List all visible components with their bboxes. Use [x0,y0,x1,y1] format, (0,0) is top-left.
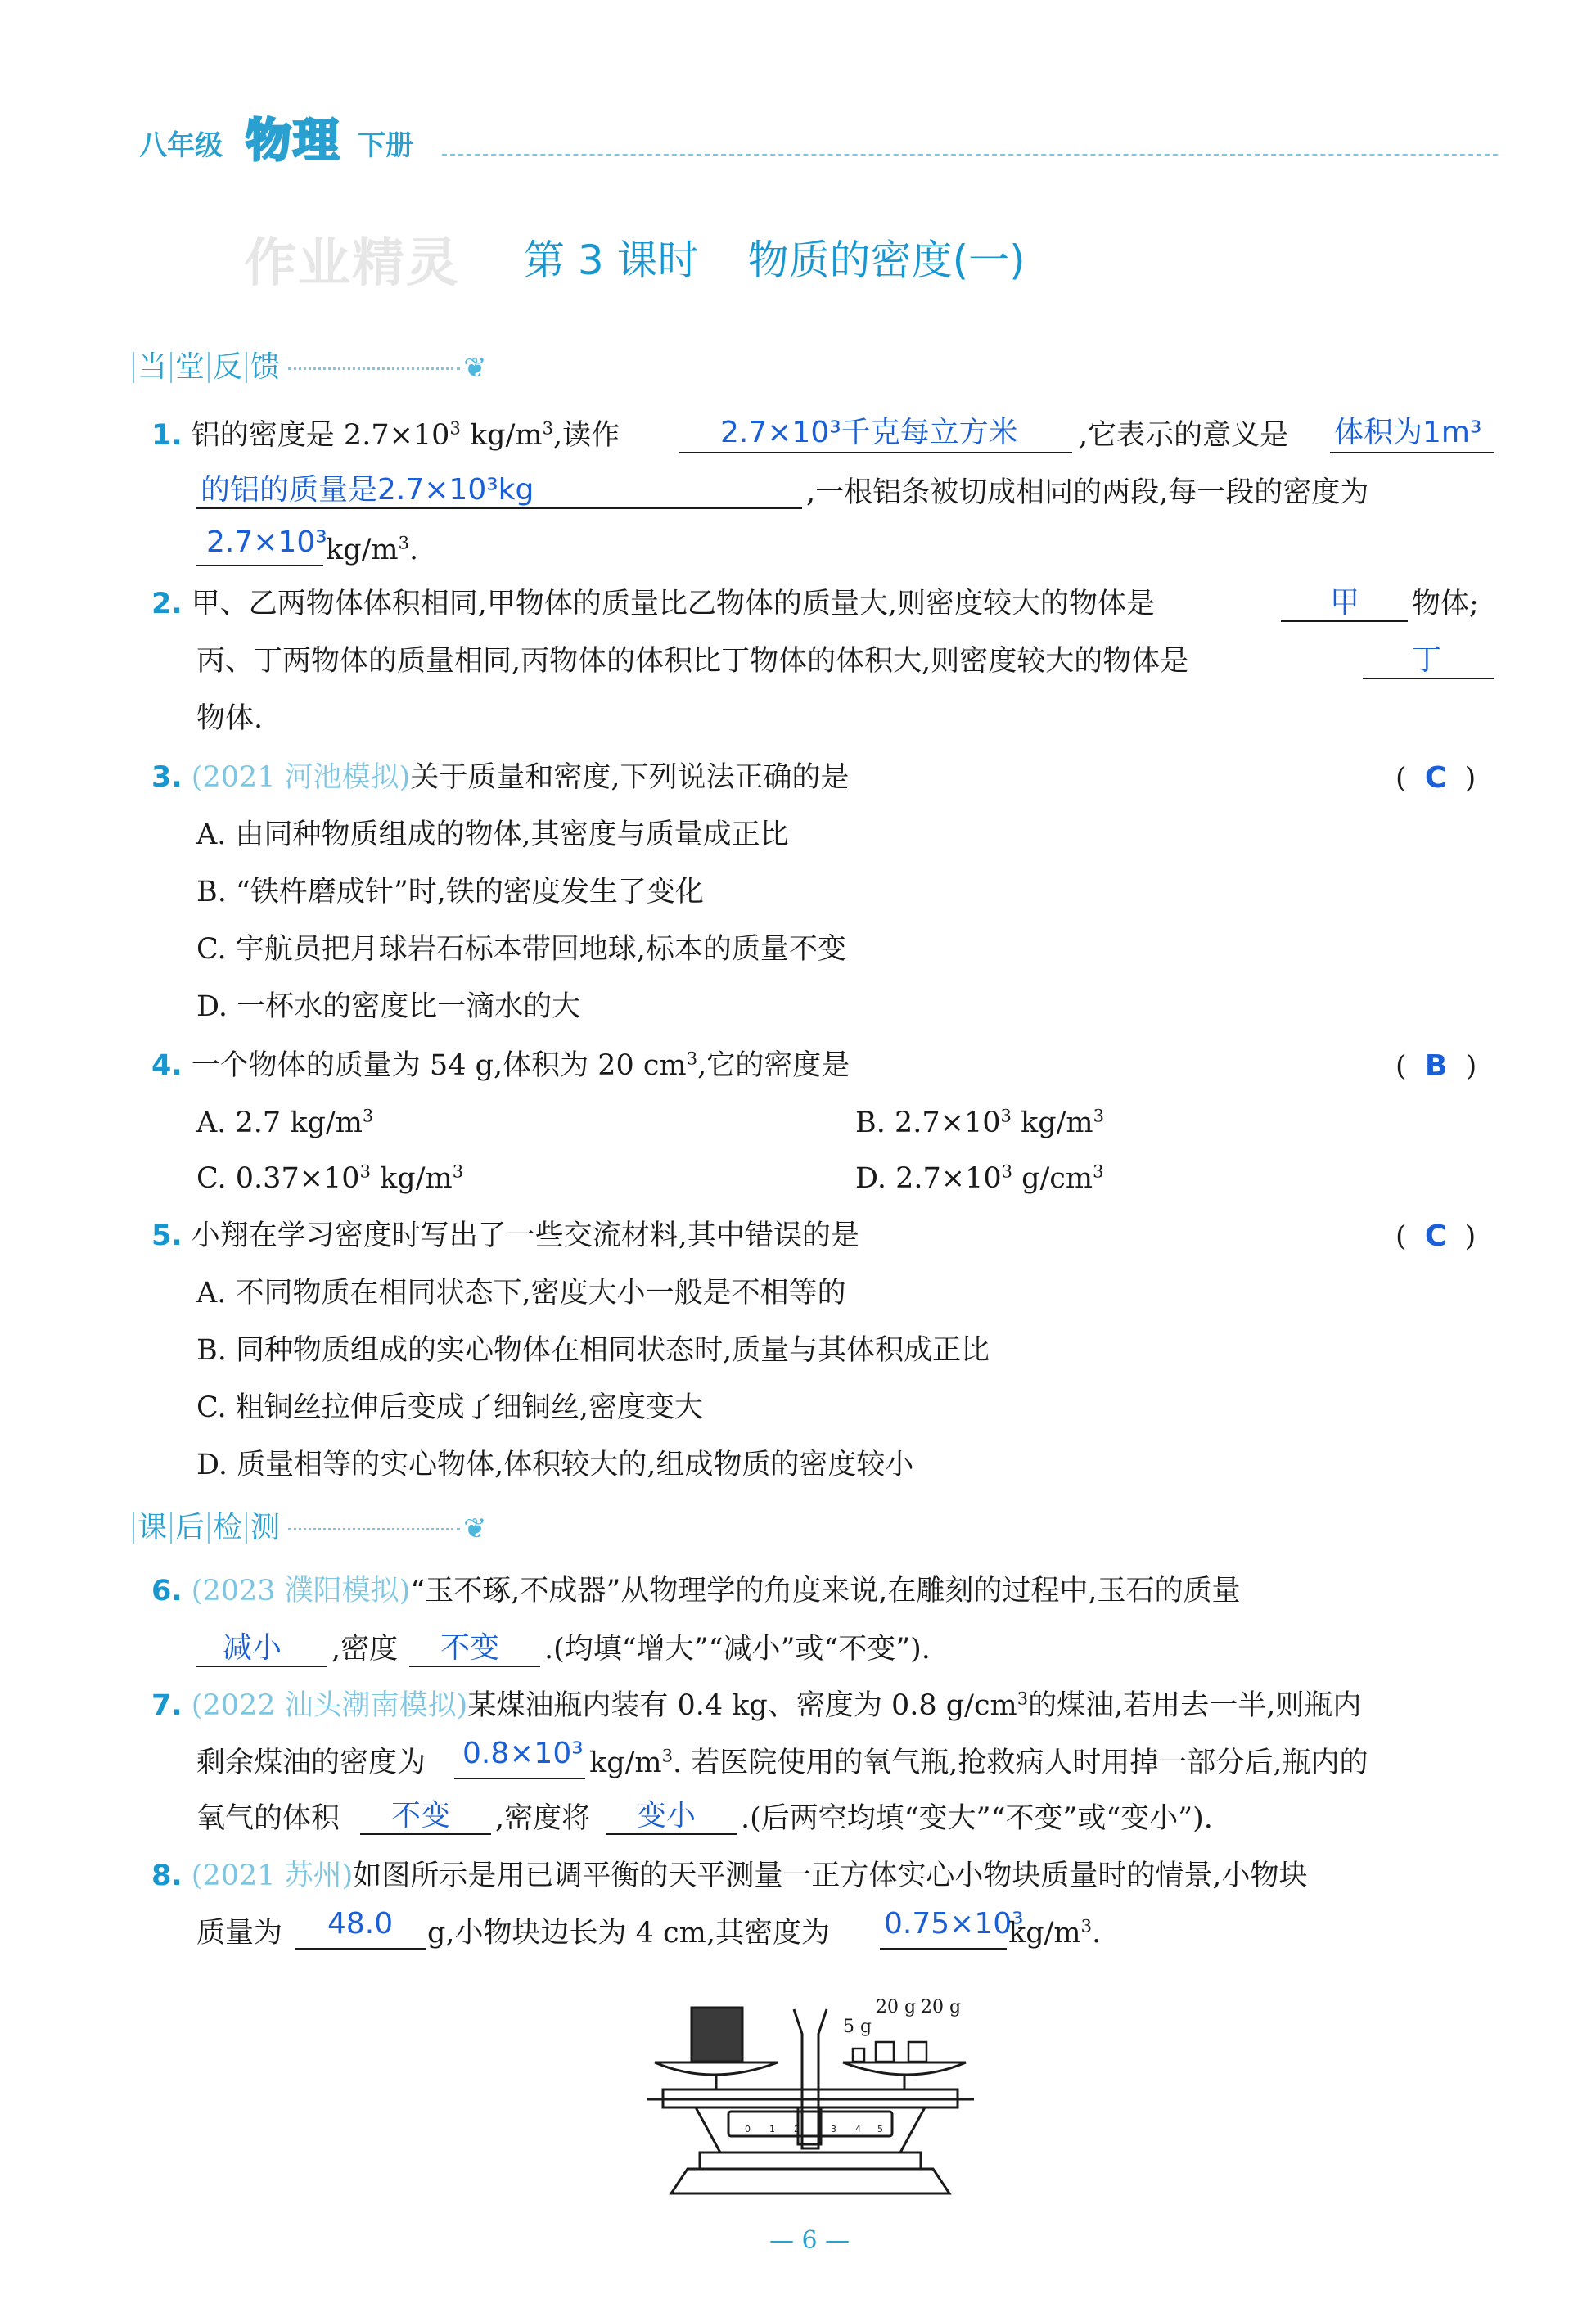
q1-answer-2b: 的铝的质量是2.7×10³kg [201,473,534,507]
lesson-title [524,228,1026,286]
q1-line-1-end: ,它表示的意义是 [1079,419,1289,452]
q8-line-2-start: 质量为 [196,1917,283,1950]
q2-answer-1: 甲 [1330,586,1360,620]
q8-answer-1: 48.0 [327,1907,394,1941]
balance-stand [700,2152,921,2169]
left-pan [655,2062,778,2075]
q1-line-2: ,一根铝条被切成相同的两段,每一段的密度为 [806,476,1369,509]
q7-answer-3: 变小 [637,1799,697,1832]
q1-line-3: $kg/m^3$. [326,533,419,566]
header-volume: 下册 [358,129,413,162]
question-2-line-1: 2. 甲、乙两物体体积相同,甲物体的质量比乙物体的质量大,则密度较大的物体是 [151,588,1156,620]
q7-blank-3 [606,1833,737,1835]
q1-blank-2b [196,507,802,509]
balance-scale-figure [638,1985,982,2206]
question-5-stem: 5. 小翔在学习密度时写出了一些交流材料,其中错误的是 [151,1219,859,1252]
q7-line-2-end: $kg/m^3$. 若医院使用的氧气瓶,抢救病人时用掉一部分后,瓶内的 [589,1746,1368,1779]
weight-20g-1 [876,2042,894,2062]
q2-line-3: 物体. [196,702,264,735]
q7-line-3-mid: ,密度将 [495,1802,591,1835]
weight-20g-2 [908,2042,926,2062]
q6-end: .(均填“增大”“减小”或“不变”). [544,1633,931,1666]
q7-answer-2: 不变 [391,1799,451,1832]
header-grade: 八年级 [139,129,223,162]
q5-answer: C [1424,1219,1447,1253]
q8-line-2-mid: g,小物块边长为 4 cm,其密度为 [427,1917,830,1950]
q3-option-a: A. 由同种物质组成的物体,其密度与质量成正比 [196,818,789,851]
q7-line-3-start: 氧气的体积 [196,1802,340,1835]
weight-label-20g-1: 20 g [876,1997,917,2017]
q8-blank-1 [295,1948,426,1950]
q6-blank-1 [196,1666,327,1667]
question-1-line-1: 1. 铝的密度是 $2.7\times 10^3$ $kg/m^3$,读作 [151,418,620,452]
q6-mid: ,密度 [331,1633,399,1666]
header-subject: 物理 [246,115,340,168]
q7-line-3-end: .(后两空均填“变大”“不变”或“变小”). [741,1802,1213,1835]
question-8-line-1: 8. (2021 苏州)如图所示是用已调平衡的天平测量一正方体实心小物块质量时的情景,小物块 [151,1859,1308,1892]
q5-answer-bracket: ( C ) [1395,1219,1477,1253]
leaf-icon: ❦ [463,352,487,385]
q7-line-2-start: 剩余煤油的密度为 [196,1747,426,1779]
scale-tick-4: 4 [855,2124,861,2134]
q2-blank-2 [1363,678,1494,679]
q6-answer-2: 不变 [440,1631,500,1665]
q1-answer-2a: 体积为1m³ [1334,416,1482,449]
q4-option-c: C. $0.37\times 10^3$ $kg/m^3$ [196,1161,464,1195]
q1-blank-2a [1330,452,1494,453]
q6-answer-1: 减小 [223,1631,282,1665]
q7-blank-1 [454,1778,585,1779]
balance-beam-scale [728,2112,892,2136]
q5-option-c: C. 粗铜丝拉伸后变成了细铜丝,密度变大 [196,1391,703,1424]
lesson-name: 物质的密度(一) [747,237,1026,284]
scale-tick-3: 3 [831,2124,836,2134]
scale-tick-1: 1 [769,2124,775,2134]
q4-option-b: B. $2.7\times 10^3$ $kg/m^3$ [855,1106,1104,1139]
q1-answer-1: 2.7×10³千克每立方米 [720,416,1018,449]
q3-option-c: C. 宇航员把月球岩石标本带回地球,标本的质量不变 [196,933,846,966]
q4-answer: B [1424,1049,1448,1083]
q2-answer-2: 丁 [1412,643,1442,677]
q2-line-1-end: 物体; [1412,588,1479,620]
q3-option-d: D. 一杯水的密度比一滴水的大 [196,990,581,1023]
q8-blank-2 [880,1948,1007,1950]
weight-5g [853,2049,864,2062]
q4-option-d: D. $2.7\times 10^3$ $g/cm^3$ [855,1161,1104,1195]
question-4-stem: 4. 一个物体的质量为 54 g,体积为 20 $cm^3$,它的密度是 [151,1048,850,1082]
q7-answer-1: 0.8×10³ [462,1737,584,1770]
q6-blank-2 [409,1666,540,1667]
q3-option-b: B. “铁杵磨成针”时,铁的密度发生了变化 [196,876,704,908]
question-6-line-1: 6. (2023 濮阳模拟)“玉不琢,不成器”从物理学的角度来说,在雕刻的过程中,玉石的质量 [151,1575,1241,1607]
q1-blank-3 [196,565,323,566]
q2-line-2: 丙、丁两物体的质量相同,丙物体的体积比丁物体的体积大,则密度较大的物体是 [196,645,1189,678]
weight-label-5g: 5 g [843,2017,872,2037]
q2-blank-1 [1281,620,1408,622]
q8-line-2-end: $kg/m^3$. [1008,1916,1102,1950]
q8-answer-2: 0.75×10³ [884,1907,1024,1941]
q7-blank-2 [360,1833,491,1835]
question-7-line-1: 7. (2022 汕头潮南模拟)某煤油瓶内装有 0.4 kg、密度为 0.8 $g/cm^3$的煤油,若用去一半,则瓶内 [151,1688,1362,1722]
q3-answer-bracket: ( C ) [1395,761,1477,795]
q1-answer-3: 2.7×10³ [206,525,327,559]
right-pan [843,2062,966,2075]
q1-blank-1 [679,452,1072,453]
q5-option-d: D. 质量相等的实心物体,体积较大的,组成物质的密度较小 [196,1449,914,1481]
cube-object [692,2008,742,2062]
q4-answer-bracket: ( B ) [1395,1049,1477,1083]
q5-option-a: A. 不同物质在相同状态下,密度大小一般是不相等的 [196,1277,846,1310]
q5-option-b: B. 同种物质组成的实心物体在相同状态时,质量与其体积成正比 [196,1334,990,1367]
balance-base [671,2169,949,2193]
scale-tick-2: 2 [794,2124,800,2134]
lesson-number: 第 3 课时 [524,237,699,284]
scale-tick-5: 5 [877,2124,883,2134]
question-3-stem: 3. (2021 河池模拟)关于质量和密度,下列说法正确的是 [151,761,850,794]
q3-answer: C [1424,761,1447,795]
watermark: 作业精灵 [244,233,460,294]
page-number: — 6 — [769,2226,850,2255]
section-after-class-header: 课 后 检 测 ❦ [133,1511,487,1545]
section-classroom-header: 当 堂 反 馈 ❦ [133,350,487,385]
weight-label-20g-2: 20 g [921,1997,962,2017]
scale-tick-0: 0 [745,2124,751,2134]
leaf-icon: ❦ [463,1512,487,1545]
header-rule [442,154,1498,156]
q4-option-a: A. 2.7 $kg/m^3$ [196,1106,374,1139]
